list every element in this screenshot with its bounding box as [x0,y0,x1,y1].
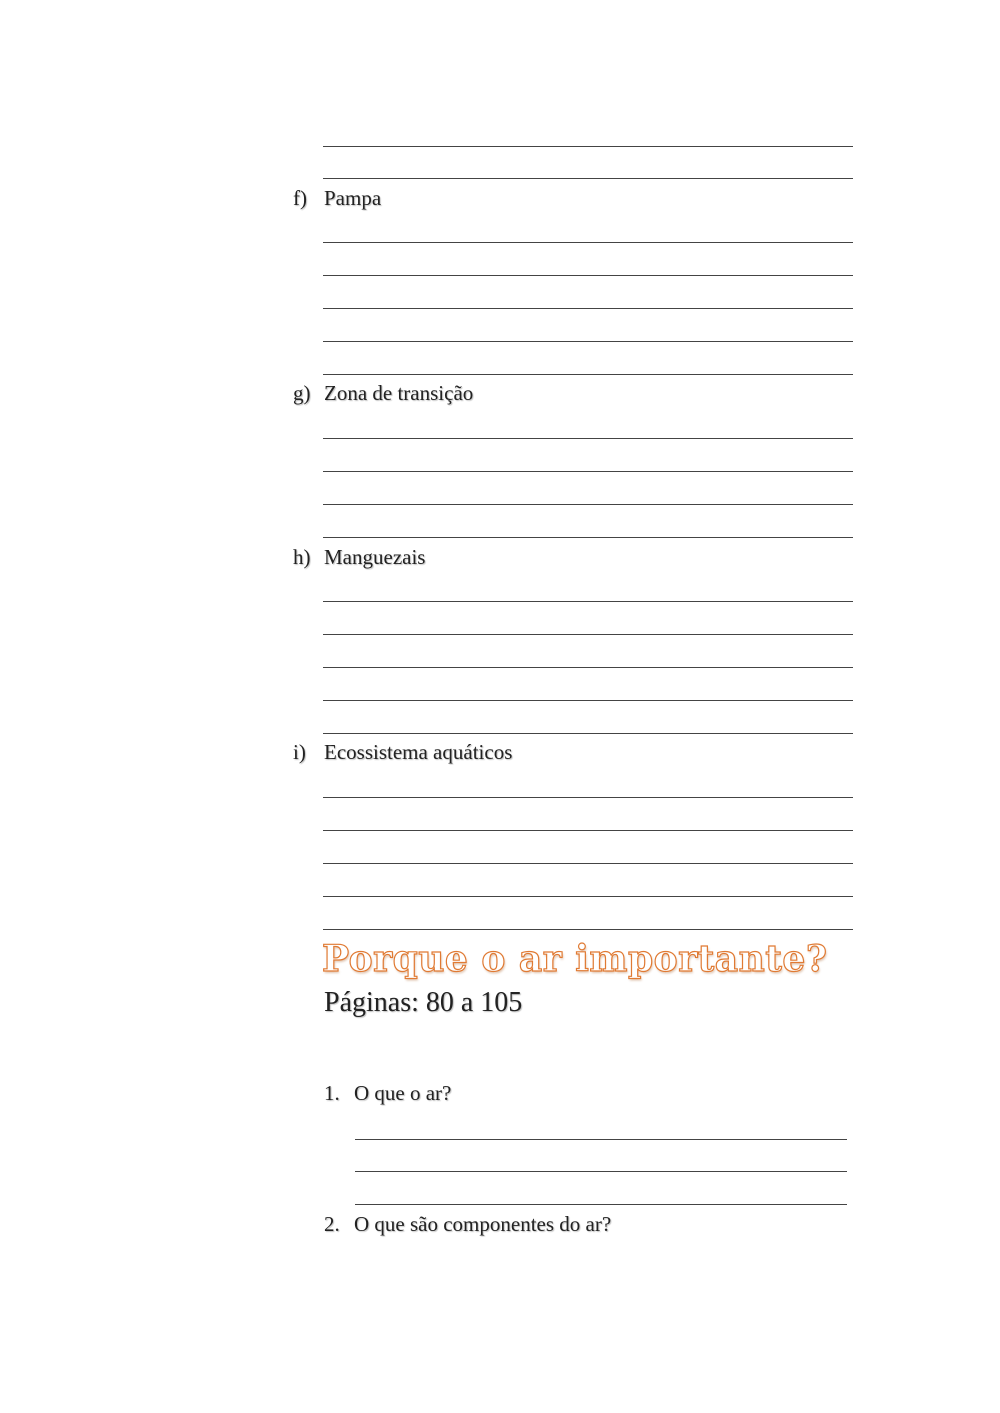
item-f [293,186,381,211]
question-2 [324,1212,611,1237]
question-marker: 1. [324,1081,340,1105]
question-label: O que o ar? [354,1081,452,1105]
answer-line[interactable] [323,863,853,864]
answer-line[interactable] [323,830,853,831]
answer-line[interactable] [323,537,853,538]
answer-line[interactable] [323,242,853,243]
answer-line[interactable] [323,797,853,798]
item-marker: f) [293,186,307,210]
item-label: Manguezais [324,545,426,569]
answer-line[interactable] [323,341,853,342]
answer-line[interactable] [323,700,853,701]
answer-line[interactable] [355,1171,847,1172]
item-label: Zona de transição [324,381,474,405]
item-label: Ecossistema aquáticos [324,740,513,764]
item-g [293,381,473,406]
answer-line[interactable] [323,601,853,602]
page-range: Páginas: 80 a 105 [324,987,523,1018]
answer-line[interactable] [323,374,853,375]
item-h [293,545,425,570]
answer-line[interactable] [355,1204,847,1205]
answer-line[interactable] [323,178,853,179]
answer-line[interactable] [355,1139,847,1140]
answer-line[interactable] [323,929,853,930]
answer-line[interactable] [323,896,853,897]
answer-line[interactable] [323,733,853,734]
question-marker: 2. [324,1212,340,1236]
item-i [293,740,512,765]
answer-line[interactable] [323,504,853,505]
question-label: O que são componentes do ar? [354,1212,612,1236]
answer-line[interactable] [323,275,853,276]
answer-line[interactable] [323,667,853,668]
answer-line[interactable] [323,308,853,309]
item-label: Pampa [324,186,382,210]
answer-line[interactable] [323,146,853,147]
item-marker: i) [293,740,306,764]
section-title: Porque o ar importante? [322,938,828,980]
answer-line[interactable] [323,471,853,472]
item-marker: g) [293,381,311,405]
question-1 [324,1081,451,1106]
answer-line[interactable] [323,438,853,439]
answer-line[interactable] [323,634,853,635]
item-marker: h) [293,545,311,569]
